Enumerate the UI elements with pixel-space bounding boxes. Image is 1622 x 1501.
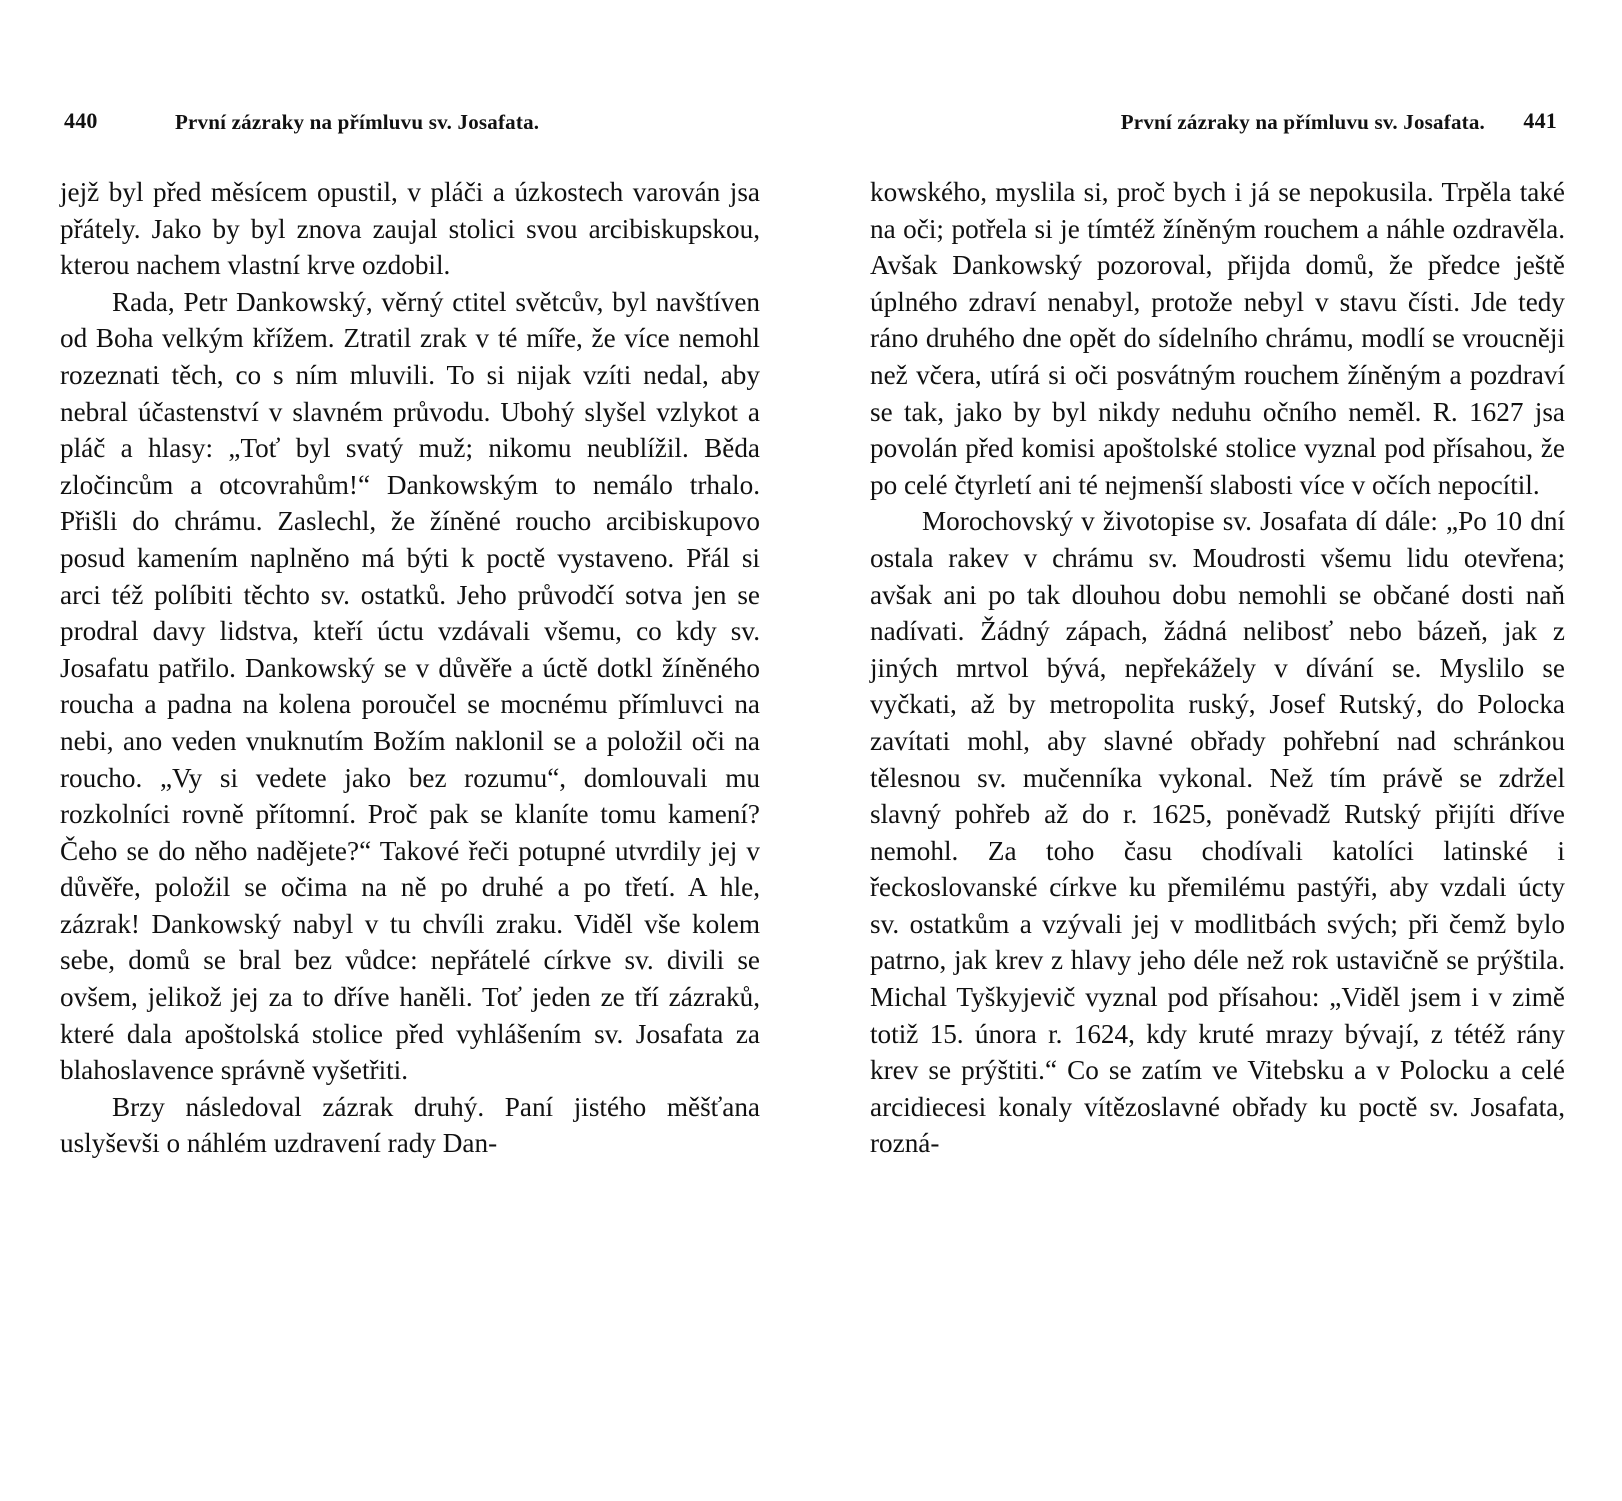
right-page <box>870 100 1565 1162</box>
paragraph: jejž byl před měsícem opustil, v pláči a úzkostech varován jsa přátely. Jako by byl znova zaujal stolici svou arcibiskupskou, kterou nachem vlastní krve ozdobil. <box>60 177 760 281</box>
paragraph: kowského, myslila si, proč bych i já se nepokusila. Trpěla také na oči; potřela si je tímtéž žíněným rouchem a náhle ozdravěla. Avšak Dankowský pozoroval, přijda domů, že předce ještě úplného zdraví nenabyl, protože nebyl v stavu čísti. Jde tedy ráno druhého dne opět do sídelního chrámu, modlí se vroucněji než včera, utírá si oči posvátným rouchem žíněným a pozdraví se tak, jako by byl nikdy neduhu očního neměl. R. 1627 jsa povolán před komisi apoštolské stolice vyznal pod přísahou, že po celé čtyrletí ani té nejmenší slabosti více v očích nepocítil. <box>870 177 1565 500</box>
page-body <box>870 174 1565 1162</box>
page-number: 441 <box>1523 108 1557 133</box>
paragraph: Rada, Petr Dankowský, věrný ctitel světcův, byl navštíven od Boha velkým křížem. Ztratil zrak v té míře, že více nemohl rozeznati těch, co s ním mluvili. To si nijak vzíti nedal, aby nebral účastenství v slavném průvodu. Ubohý slyšel vzlykot a pláč a hlasy: „Toť byl svatý muž; nikomu neublížil. Běda zločincům a otcovrahům!“ Dankowským to nemálo trhalo. Přišli do chrámu. Zaslechl, že žíněné roucho arcibiskupovo posud kamením naplněno má býti k poctě vystaveno. Přál si arci též políbiti těchto sv. ostatků. Jeho průvodčí sotva jen se prodral davy lidstva, kteří úctu vzdávali všemu, co kdy sv. Josafatu patřilo. Dankowský se v důvěře a úctě dotkl žíněného roucha a padna na kolena poroučel se mocnému přímluvci na nebi, ano veden vnuknutím Božím naklonil se a položil oči na roucho. „Vy si vedete jako bez rozumu“, domlouvali mu rozkolníci rovně přítomní. Proč pak se klaníte tomu kamení? Čeho se do něho nadějete?“ Takové řeči potupné utvrdily jej v důvěře, položil se očima na ně po druhé a po třetí. A hle, zázrak! Dankowský nabyl v tu chvíli zraku. Viděl vše kolem sebe, domů se bral bez vůdce: nepřátelé církve sv. divili se ovšem, jelikož jej za to dříve haněli. Toť jeden ze tří zázraků, které dala apoštolská stolice před vyhlášením sv. Josafata za blahoslavence správně vyšetřiti. <box>60 286 760 1086</box>
running-head <box>870 100 1565 140</box>
paragraph: Brzy následoval zázrak druhý. Paní jistého měšťana uslyševši o náhlém uzdravení rady Dan- <box>60 1091 760 1159</box>
running-head <box>60 100 760 140</box>
running-title: První zázraky na přímluvu sv. Josafata. <box>1120 110 1485 134</box>
page-number: 440 <box>64 108 98 133</box>
page-body <box>60 174 760 1162</box>
running-title: První zázraky na přímluvu sv. Josafata. <box>175 110 540 134</box>
left-page <box>60 100 760 1162</box>
paragraph: Morochovský v životopise sv. Josafata dí dále: „Po 10 dní ostala rakev v chrámu sv. Moudrosti všemu lidu otevřena; avšak ani po tak dlouhou dobu nemohli se občané dosti naň nadívati. Žádný zápach, žádná nelibosť nebo bázeň, jak z jiných mrtvol bývá, nepřekážely v dívání se. Myslilo se vyčkati, až by metropolita ruský, Josef Rutský, do Polocka zavítati mohl, aby slavné obřady pohřební nad schránkou tělesnou sv. mučenníka vykonal. Než tím právě se zdržel slavný pohřeb až do r. 1625, poněvadž Rutský přijíti dříve nemohl. Za toho času chodívali katolíci latinské i řeckoslovanské církve ku přemilému pastýři, aby vzdali úcty sv. ostatkům a vzývali jej v modlitbách svých; při čemž bylo patrno, jak krev z hlavy jeho déle než rok ustavičně se prýštila. Michal Tyškyjevič vyznal pod přísahou: „Viděl jsem i v zimě totiž 15. února r. 1624, kdy kruté mrazy bývají, z tétéž rány krev se prýštiti.“ Co se zatím ve Vitebsku a v Polocku a celé arcidiecesi konaly vítězoslavné obřady ku poctě sv. Josafata, rozná- <box>870 506 1565 1159</box>
